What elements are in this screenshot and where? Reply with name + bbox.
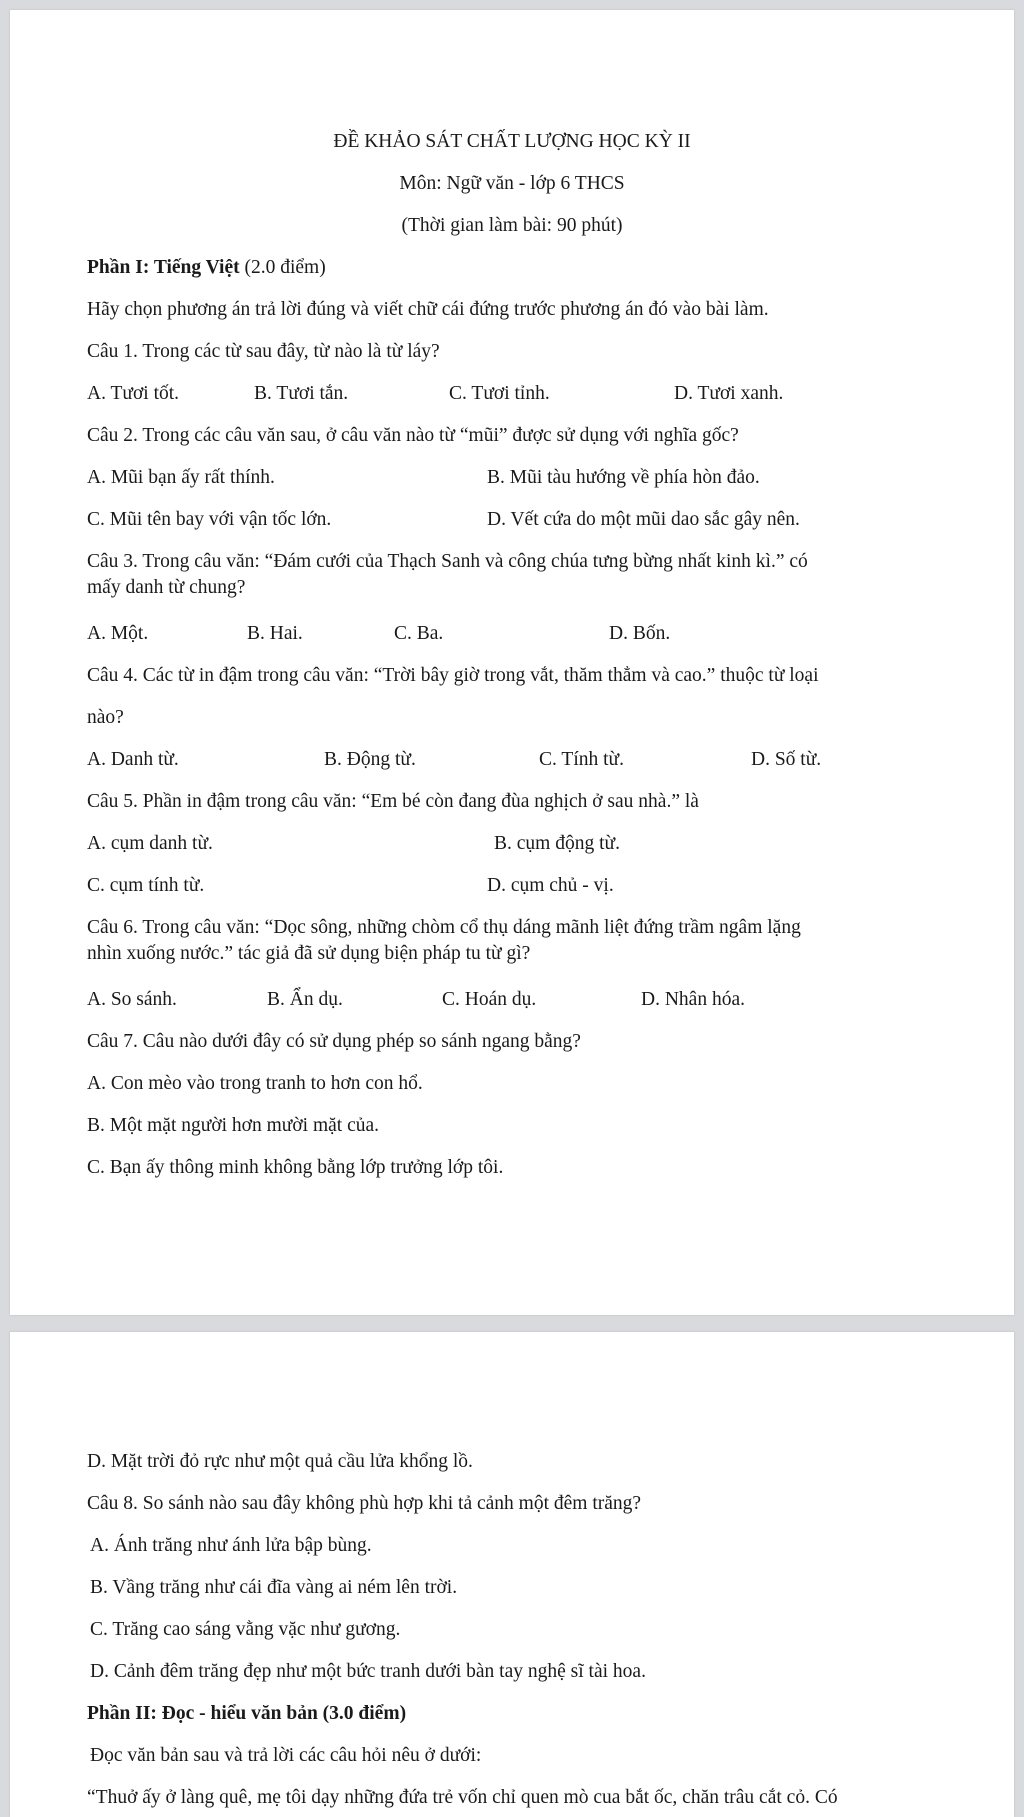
part2-instruction: Đọc văn bản sau và trả lời các câu hỏi nêu ở dưới:: [90, 1745, 482, 1766]
q7-option-b: B. Một mặt người hơn mười mặt của.: [87, 1115, 380, 1136]
exam-time: (Thời gian làm bài: 90 phút): [401, 215, 623, 236]
part2-heading: Phần II: Đọc - hiểu văn bản (3.0 điểm): [87, 1703, 407, 1724]
q5-text: Câu 5. Phần in đậm trong câu văn: “Em bé còn đang đùa nghịch ở sau nhà.” là: [87, 791, 699, 812]
q5-option-c: C. cụm tính từ.: [87, 875, 205, 896]
q2-option-d: D. Vết cứa do một mũi dao sắc gây nên.: [487, 509, 800, 530]
part1-heading: [87, 256, 326, 280]
q6-option-c: C. Hoán dụ.: [442, 989, 537, 1010]
exam-page-1: [10, 10, 1014, 1315]
q2-option-c: C. Mũi tên bay với vận tốc lớn.: [87, 509, 332, 530]
q7-option-d: D. Mặt trời đỏ rực như một quả cầu lửa khổng lồ.: [87, 1451, 473, 1472]
q4-option-d: D. Số từ.: [751, 749, 822, 770]
q4-option-a: A. Danh từ.: [87, 749, 179, 770]
q8-text: Câu 8. So sánh nào sau đây không phù hợp khi tả cảnh một đêm trăng?: [87, 1493, 642, 1514]
q6-text-line2: nhìn xuống nước.” tác giả đã sử dụng biện pháp tu từ gì?: [87, 943, 531, 964]
q2-option-b: B. Mũi tàu hướng về phía hòn đảo.: [487, 467, 760, 488]
q3-option-d: D. Bốn.: [609, 623, 671, 644]
q4-option-c: C. Tính từ.: [539, 749, 624, 770]
q5-option-d: D. cụm chủ - vị.: [487, 875, 614, 896]
q1-option-a: A. Tươi tốt.: [87, 383, 180, 404]
q5-option-a: A. cụm danh từ.: [87, 833, 213, 854]
part1-heading-bold: Phần I: Tiếng Việt: [87, 257, 240, 278]
q6-option-d: D. Nhân hóa.: [641, 989, 745, 1010]
q4-text-line2: nào?: [87, 707, 124, 728]
q6-option-b: B. Ẩn dụ.: [267, 989, 343, 1010]
q1-option-c: C. Tươi tỉnh.: [449, 383, 550, 404]
part2-passage: “Thuở ấy ở làng quê, mẹ tôi dạy những đứa trẻ vốn chỉ quen mò cua bắt ốc, chăn trâu cắt cỏ. Có: [87, 1787, 838, 1808]
q4-option-b: B. Động từ.: [324, 749, 416, 770]
q2-option-a: A. Mũi bạn ấy rất thính.: [87, 467, 275, 488]
q7-option-a: A. Con mèo vào trong tranh to hơn con hổ.: [87, 1073, 423, 1094]
exam-subject: Môn: Ngữ văn - lớp 6 THCS: [399, 173, 625, 194]
q3-option-a: A. Một.: [87, 623, 149, 644]
q6-option-a: A. So sánh.: [87, 989, 177, 1010]
q1-option-b: B. Tươi tắn.: [254, 383, 349, 404]
q8-option-d: D. Cảnh đêm trăng đẹp như một bức tranh dưới bàn tay nghệ sĩ tài hoa.: [90, 1661, 646, 1682]
exam-title: ĐỀ KHẢO SÁT CHẤT LƯỢNG HỌC KỲ II: [333, 131, 691, 152]
q3-text-line1: Câu 3. Trong câu văn: “Đám cưới của Thạch Sanh và công chúa tưng bừng nhất kinh kì.” có: [87, 551, 808, 572]
q3-text-line2: mấy danh từ chung?: [87, 577, 246, 598]
q7-text: Câu 7. Câu nào dưới đây có sử dụng phép so sánh ngang bằng?: [87, 1031, 581, 1052]
q8-option-c: C. Trăng cao sáng vằng vặc như gương.: [90, 1619, 401, 1640]
q6-text-line1: Câu 6. Trong câu văn: “Dọc sông, những chòm cổ thụ dáng mãnh liệt đứng trầm ngâm lặng: [87, 917, 801, 938]
q5-option-b: B. cụm động từ.: [494, 833, 620, 854]
q1-text: Câu 1. Trong các từ sau đây, từ nào là từ láy?: [87, 341, 440, 362]
part1-heading-points: (2.0 điểm): [239, 257, 326, 278]
q4-text-line1: Câu 4. Các từ in đậm trong câu văn: “Trời bây giờ trong vắt, thăm thẳm và cao.” thuộc từ loại: [87, 665, 819, 686]
q8-option-a: A. Ánh trăng như ánh lửa bập bùng.: [90, 1535, 372, 1556]
part1-instruction: Hãy chọn phương án trả lời đúng và viết chữ cái đứng trước phương án đó vào bài làm.: [87, 299, 769, 320]
q7-option-c: C. Bạn ấy thông minh không bằng lớp trưởng lớp tôi.: [87, 1157, 504, 1178]
q3-option-b: B. Hai.: [247, 623, 303, 644]
exam-page-2: [10, 1332, 1014, 1817]
q8-option-b: B. Vầng trăng như cái đĩa vàng ai ném lên trời.: [90, 1577, 458, 1598]
q1-option-d: D. Tươi xanh.: [674, 383, 784, 404]
q3-option-c: C. Ba.: [394, 623, 444, 644]
q2-text: Câu 2. Trong các câu văn sau, ở câu văn nào từ “mũi” được sử dụng với nghĩa gốc?: [87, 425, 739, 446]
